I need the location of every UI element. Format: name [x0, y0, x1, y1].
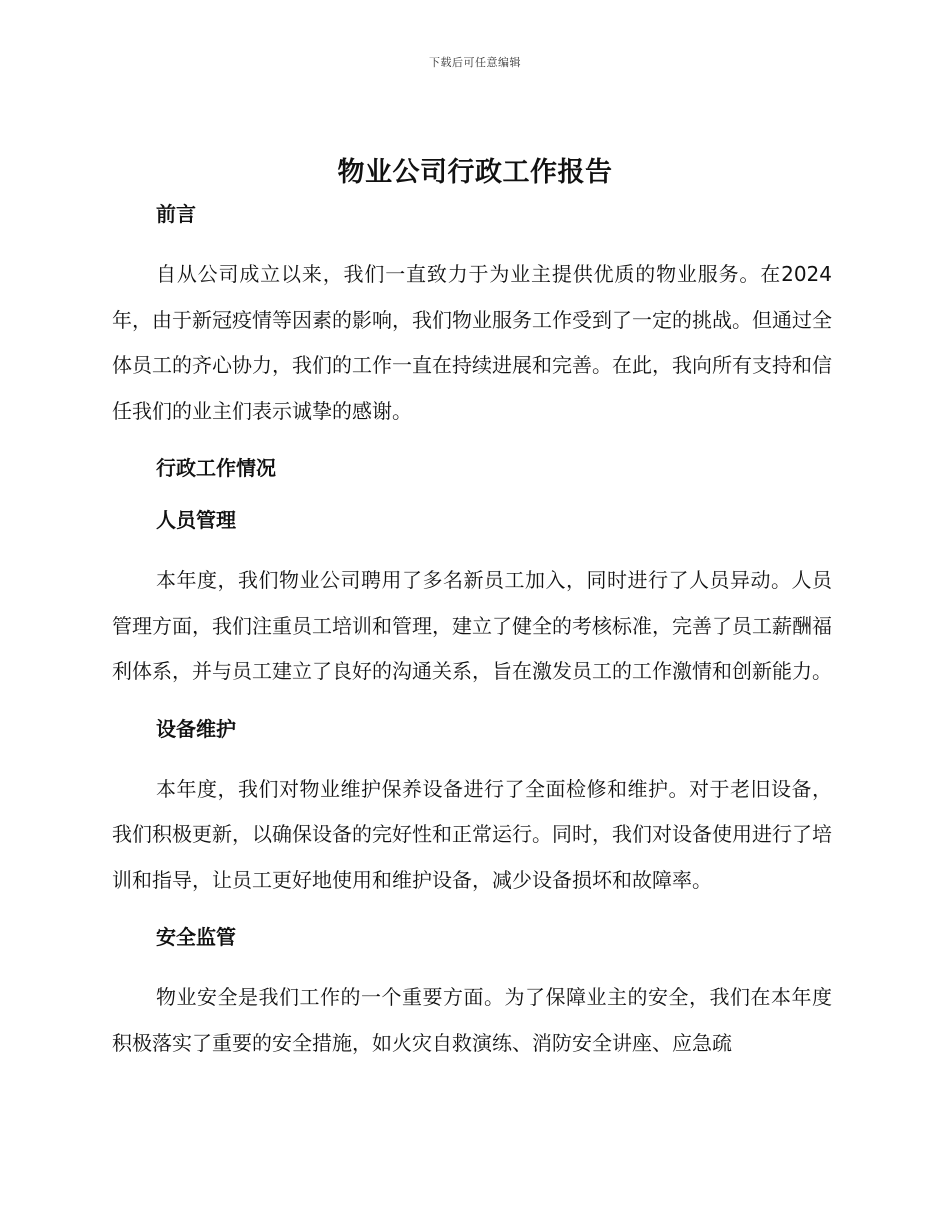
section-heading-admin-work: 行政工作情况	[156, 456, 276, 480]
header-note: 下载后可任意编辑	[429, 56, 521, 69]
paragraph-line: 战。但通过全体员工的齐心协力，我们的工作一直在持续进展和完善。在	[112, 307, 832, 377]
paragraph-safety	[112, 975, 832, 1066]
paragraph-line: 备，我们积极更新，以确保设备的完好性和正常运行。同时，我们对设备使	[112, 776, 832, 846]
section-heading-safety: 安全监管	[156, 925, 236, 949]
paragraph-line: 本年度，我们物业公司聘用了多名新员工加入，同时进行了人员异动。	[156, 568, 792, 592]
paragraph-line: 激情和创新能力。	[672, 659, 832, 683]
paragraph-line: 年度积极落实了重要的安全措施，如火灾自救演练、消防安全讲座、应急疏	[112, 985, 832, 1055]
paragraph-line: 人员管理方面，我们注重员工培训和管理，建立了健全的考核标准，完善了	[112, 568, 832, 638]
paragraph-line: 此，我向所有支持和信任我们的业主们表示诚挚的感谢。	[112, 353, 832, 423]
section-heading-personnel: 人员管理	[156, 508, 236, 532]
section-heading-equipment: 设备维护	[156, 716, 236, 741]
paragraph-line: 员工薪酬福利体系，并与员工建立了良好的沟通关系，旨在激发员工的工作	[112, 613, 832, 683]
paragraph-equipment	[112, 767, 832, 904]
paragraph-line: 2024 年，由于新冠疫情等因素的影响，我们物业服务工作受到了一定的挑	[112, 262, 832, 332]
paragraph-line: 用进行了培训和指导，让员工更好地使用和维护设备，减少设备损坏和故障	[112, 822, 832, 892]
paragraph-personnel	[112, 558, 832, 695]
section-heading-preface: 前言	[156, 202, 196, 226]
paragraph-line: 本年度，我们对物业维护保养设备进行了全面检修和维护。对于老旧设	[156, 776, 792, 801]
document-title: 物业公司行政工作报告	[337, 157, 613, 188]
paragraph-line: 率。	[672, 867, 712, 892]
paragraph-line: 物业安全是我们工作的一个重要方面。为了保障业主的安全，我们在本	[156, 985, 792, 1009]
document-body	[112, 196, 832, 1066]
paragraph-line: 自从公司成立以来，我们一直致力于为业主提供优质的物业服务。在	[156, 262, 782, 286]
paragraph-preface	[112, 252, 832, 434]
